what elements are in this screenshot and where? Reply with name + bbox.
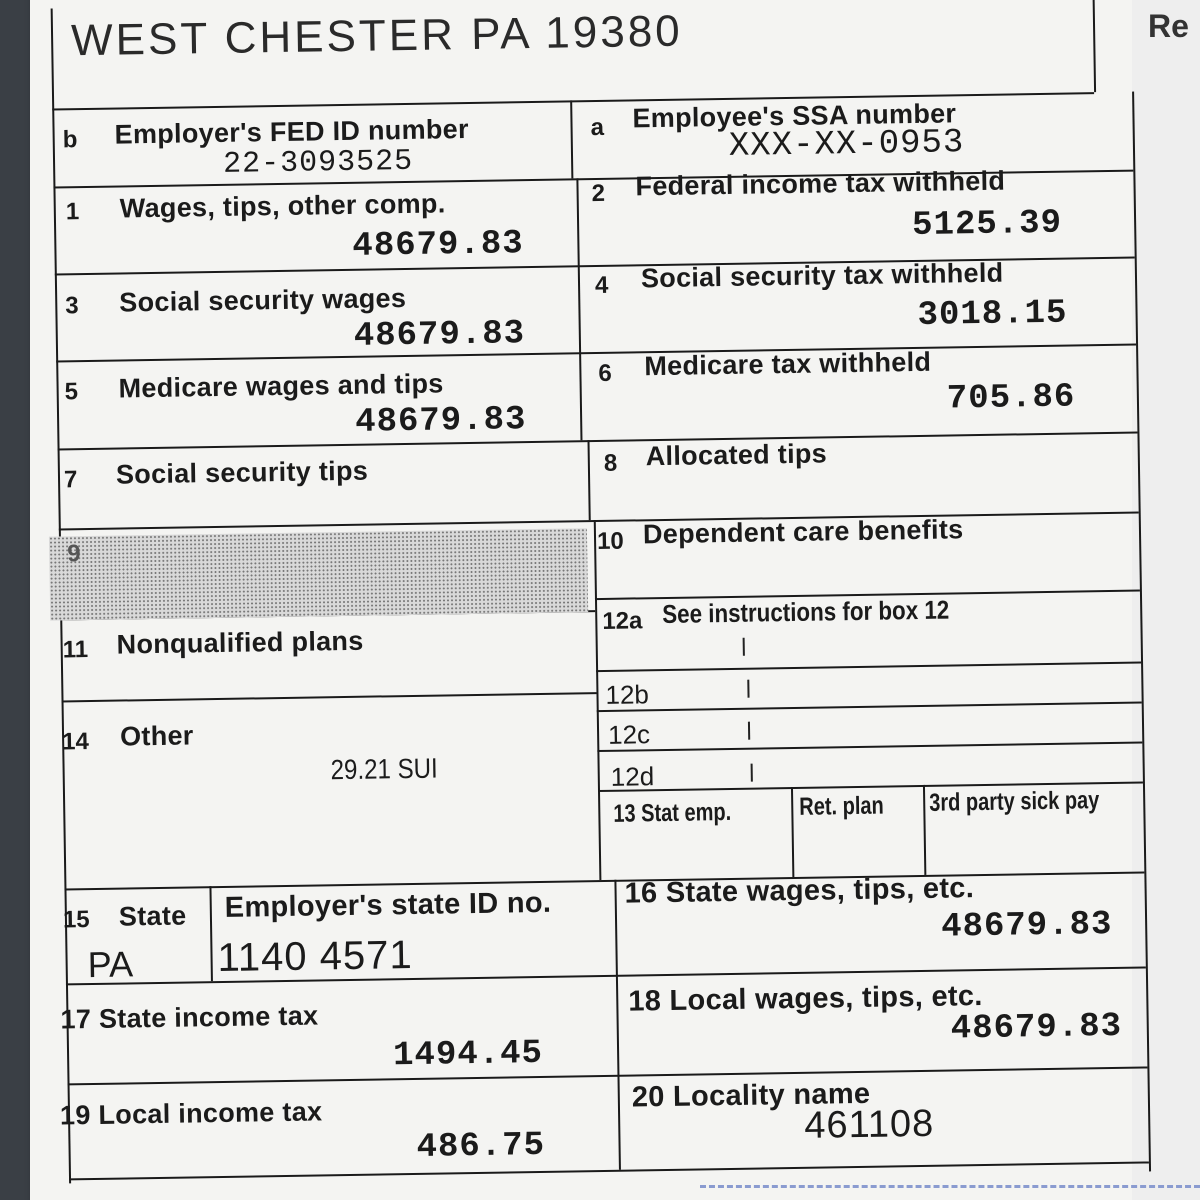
header-right-border	[1093, 0, 1097, 92]
box-9-code: 9	[66, 540, 81, 568]
box-13-third-party: 3rd party sick pay	[929, 786, 1100, 817]
box13-divider-1	[791, 787, 794, 877]
rule-row-15	[64, 871, 1144, 890]
box-17-label-line	[60, 1000, 318, 1035]
box-12b-separator	[747, 680, 749, 698]
form-right-border	[1132, 92, 1151, 1172]
box-11-code: 11	[62, 636, 89, 664]
box-2-code: 2	[591, 179, 606, 208]
box-4-code: 4	[594, 271, 609, 300]
box-8-label: Allocated tips	[645, 438, 828, 472]
box-5-label: Medicare wages and tips	[118, 368, 444, 404]
box-3-value: 48679.83	[353, 315, 526, 356]
box-15-id-value: 1140 4571	[217, 932, 414, 981]
box-15-state-value: PA	[87, 943, 134, 986]
box-20-value: 461108	[803, 1102, 935, 1147]
box-12b-code: 12b	[605, 679, 650, 710]
rule-row-19	[68, 1066, 1148, 1085]
rule-row-12b	[596, 662, 1141, 673]
box-2-value: 5125.39	[911, 204, 1063, 246]
form-bottom-rule	[69, 1161, 1149, 1180]
box-16-code: 16	[624, 877, 658, 910]
rule-row-5	[56, 344, 1136, 363]
box-5-code: 5	[64, 378, 79, 406]
mid-divider-upper	[576, 178, 582, 440]
box-15-code: 15	[62, 906, 90, 934]
box-12c-code: 12c	[607, 719, 651, 750]
employer-address-line: WEST CHESTER PA 19380	[70, 6, 684, 66]
box-16-label-line	[624, 872, 974, 910]
mid-divider-lower	[594, 520, 602, 880]
box-15-label: State	[118, 900, 187, 932]
box-1-code: 1	[65, 198, 80, 226]
box-6-value: 705.86	[946, 378, 1076, 419]
box-18-label: Local wages, tips, etc.	[669, 980, 983, 1017]
box-18-value: 48679.83	[950, 1007, 1123, 1049]
box-12a-code: 12a	[602, 607, 643, 635]
box-a-value: XXX-XX-0953	[728, 124, 965, 166]
box-10-label: Dependent care benefits	[642, 514, 964, 550]
box-19-label-line	[60, 1096, 323, 1131]
box-4-label: Social security tax withheld	[640, 257, 1004, 294]
box-6-code: 6	[598, 359, 613, 387]
box-17-value: 1494.45	[392, 1034, 544, 1076]
box-14-code: 14	[61, 728, 90, 756]
box-15-id-label: Employer's state ID no.	[224, 886, 552, 924]
box-19-value: 486.75	[416, 1126, 546, 1167]
box-9-shaded	[49, 528, 588, 620]
box-1-value: 48679.83	[352, 225, 524, 266]
box-3-code: 3	[65, 292, 79, 320]
box-a-code: a	[590, 113, 605, 142]
box-13-stat-emp: 13 Stat emp.	[613, 797, 732, 828]
mid-divider-78	[587, 440, 590, 520]
box-a-label: Employee's SSA number	[632, 98, 957, 134]
box-14-label: Other	[119, 720, 194, 752]
box-2-label: Federal income tax withheld	[635, 165, 1006, 202]
box-12d-separator	[751, 764, 753, 782]
box-7-label: Social security tips	[115, 455, 369, 490]
box13-divider-2	[923, 785, 926, 875]
box-6-label: Medicare tax withheld	[644, 346, 932, 382]
box-20-code: 20	[631, 1081, 665, 1114]
box-19-code: 19	[59, 1100, 91, 1131]
box-5-value: 48679.83	[354, 401, 527, 442]
box-7-code: 7	[63, 466, 78, 494]
box-19-label: Local income tax	[98, 1096, 323, 1130]
rule-row-12c	[597, 702, 1142, 713]
box-12a-label: See instructions for box 12	[661, 594, 950, 630]
mid-divider-top	[570, 100, 573, 178]
underlying-sheet-text: Re	[1148, 8, 1189, 44]
box-11-label: Nonqualified plans	[116, 625, 364, 660]
box-b-code: b	[62, 126, 78, 154]
mid-divider-bottom	[614, 880, 621, 1170]
box-8-code: 8	[603, 449, 618, 477]
box-17-code: 17	[60, 1004, 92, 1035]
box-12c-separator	[748, 722, 750, 740]
box-20-label: Locality name	[672, 1077, 871, 1113]
state-id-divider	[209, 886, 212, 981]
box-16-label: State wages, tips, etc.	[665, 872, 975, 910]
box-1-label: Wages, tips, other comp.	[119, 188, 446, 224]
box-17-label: State income tax	[98, 1000, 319, 1034]
box-b-value: 22-3093525	[222, 144, 414, 182]
box-18-code: 18	[628, 985, 662, 1018]
box-12d-code: 12d	[610, 761, 655, 792]
rule-row-12d	[597, 741, 1142, 752]
box-18-label-line	[628, 980, 983, 1019]
rule-row-14	[62, 692, 597, 702]
rule-row-7	[58, 432, 1138, 451]
box-14-value: 29.21 SUI	[330, 752, 438, 786]
box-3-label: Social security wages	[119, 283, 407, 318]
box-10-code: 10	[596, 527, 624, 556]
box-13-ret-plan: Ret. plan	[799, 791, 884, 821]
box-16-value: 48679.83	[940, 905, 1113, 947]
box-4-value: 3018.15	[917, 294, 1068, 335]
box-12a-separator	[743, 638, 745, 656]
box-b-label: Employer's FED ID number	[114, 114, 470, 150]
